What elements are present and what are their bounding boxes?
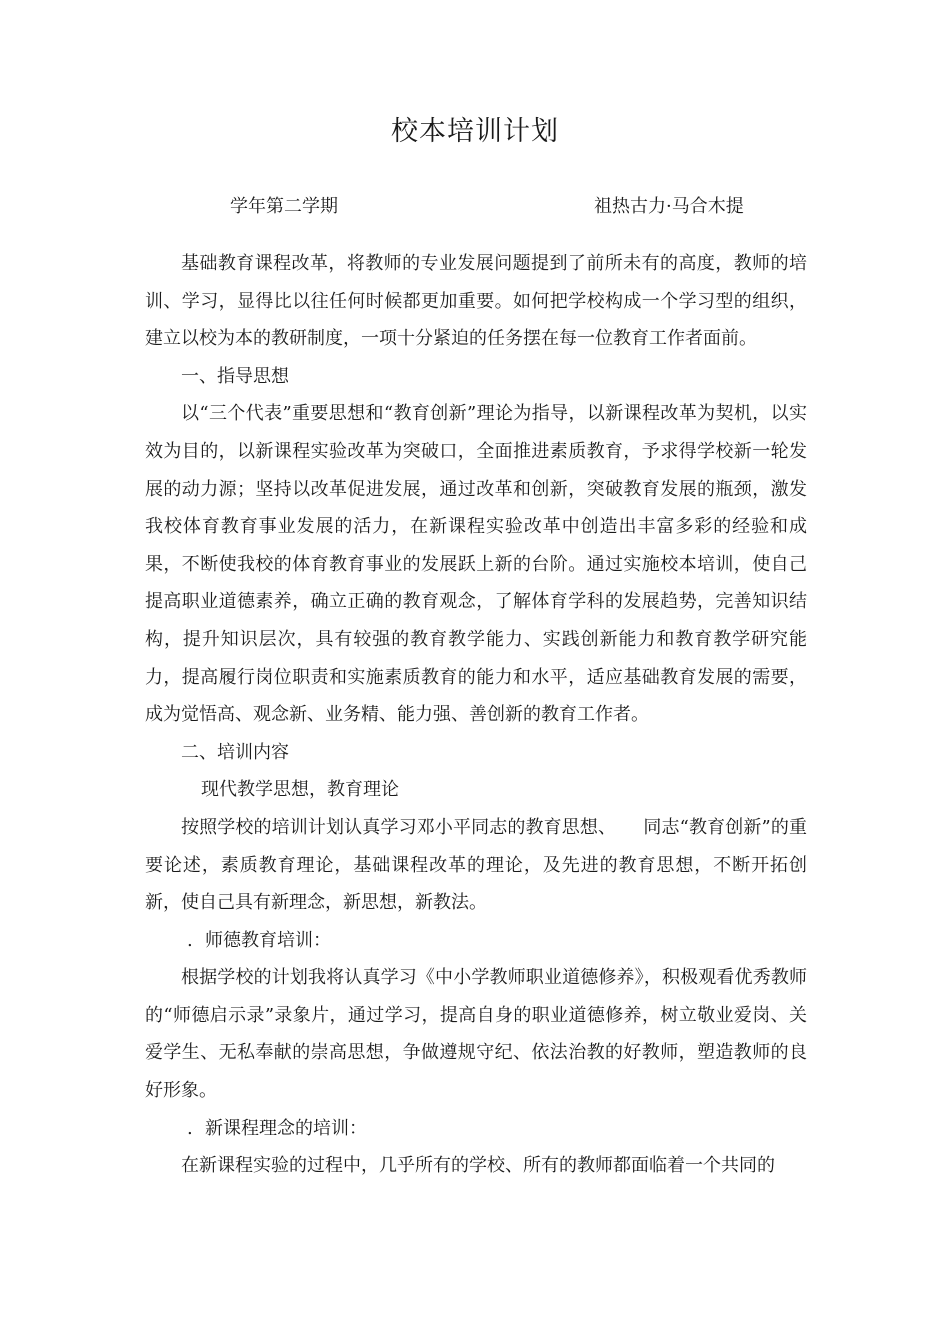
list-bullet: . bbox=[187, 1117, 193, 1139]
ethics-paragraph: 根据学校的计划我将认真学习《中小学教师职业道德修养》，积极观看优秀教师的“师德启示录”录象片，通过学习，提高自身的职业道德修养，树立敬业爱岗、关爱学生、无私奉献的崇高思想，争做遵规守纪、依法治教的好教师，塑造教师的良好形象。 bbox=[145, 967, 807, 1102]
semester-label: 学年第二学期 bbox=[230, 196, 338, 217]
section-heading-guiding: 一、指导思想 bbox=[181, 365, 289, 387]
subheading-theory: 现代教学思想，教育理论 bbox=[201, 779, 399, 801]
curriculum-paragraph: 在新课程实验的过程中，几乎所有的学校、所有的教师都面临着一个共同的 bbox=[181, 1155, 775, 1177]
author-name: 祖热古力·马合木提 bbox=[594, 196, 744, 217]
intro-paragraph: 基础教育课程改革，将教师的专业发展问题提到了前所未有的高度，教师的培训、学习，显得比以往任何时候都更加重要。如何把学校构成一个学习型的组织，建立以校为本的教研制度，一项十分紧迫的任务摆在每一位教育工作者面前。 bbox=[145, 253, 807, 350]
list-item-ethics bbox=[145, 922, 807, 960]
list-bullet: . bbox=[187, 929, 193, 951]
document-title: 校本培训计划 bbox=[391, 116, 559, 147]
document-body bbox=[145, 245, 807, 1185]
list-item-curriculum bbox=[145, 1110, 807, 1148]
list-item-label: 师德教育培训： bbox=[205, 929, 331, 951]
guiding-paragraph: 以“三个代表”重要思想和“教育创新”理论为指导，以新课程改革为契机，以实效为目的，以新课程实验改革为突破口，全面推进素质教育，予求得学校新一轮发展的动力源；坚持以改革促进发展，通过改革和创新，突破教育发展的瓶颈，激发我校体育教育事业发展的活力，在新课程实验改革中创造出丰富多彩的经验和成果，不断使我校的体育教育事业的发展跃上新的台阶。通过实施校本培训，使自己提高职业道德素养，确立正确的教育观念，了解体育学科的发展趋势，完善知识结构，提升知识层次，具有较强的教育教学能力、实践创新能力和教育教学研究能力，提高履行岗位职责和实施素质教育的能力和水平，适应基础教育发展的需要，成为觉悟高、观念新、业务精、能力强、善创新的教育工作者。 bbox=[145, 403, 807, 726]
list-item-label: 新课程理念的培训： bbox=[205, 1117, 367, 1139]
theory-paragraph: 按照学校的培训计划认真学习邓小平同志的教育思想、 同志“教育创新”的重要论述，素质教育理论，基础课程改革的理论，及先进的教育思想，不断开拓创新，使自己具有新理念，新思想，新教法。 bbox=[145, 816, 807, 914]
section-heading-content: 二、培训内容 bbox=[181, 741, 289, 763]
